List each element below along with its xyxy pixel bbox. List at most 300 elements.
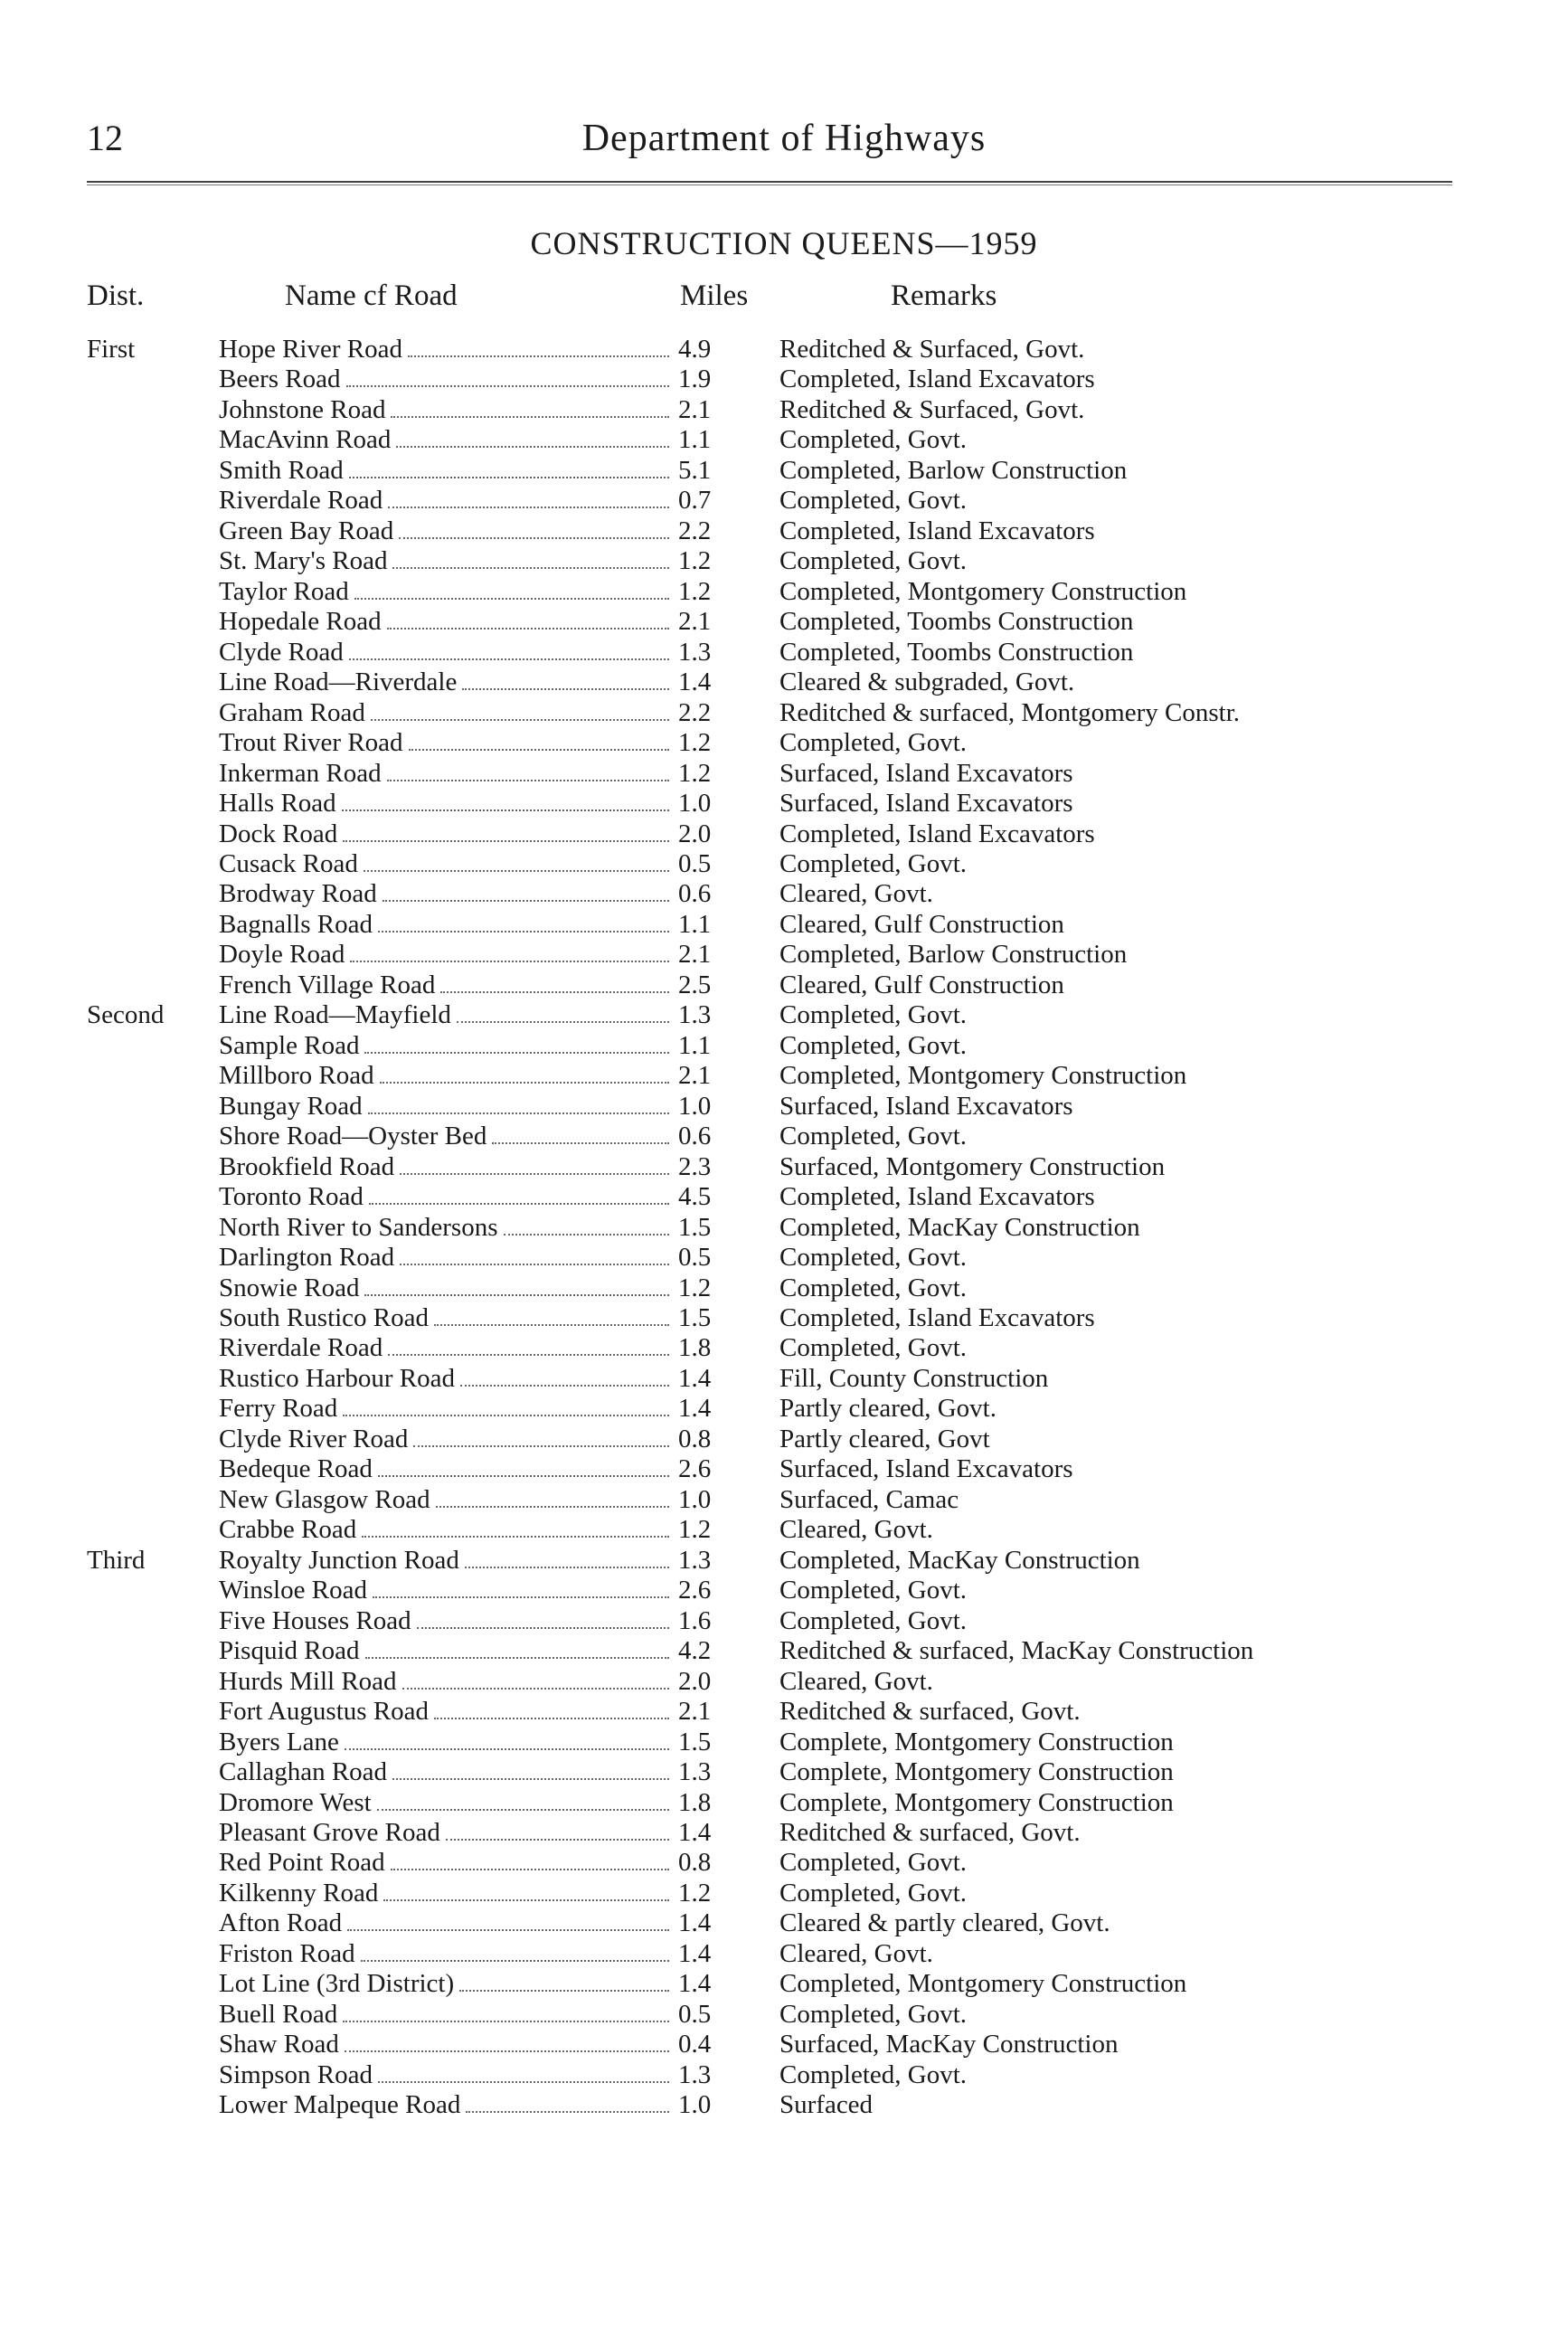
road-name-leader [219, 1243, 673, 1273]
dot-leader [446, 1839, 669, 1841]
remarks-cell: Partly cleared, Govt. [779, 1394, 997, 1424]
road-name-leader [219, 2000, 673, 2030]
dot-leader [378, 931, 669, 933]
column-header-name: Name cf Road [285, 279, 458, 312]
remarks-cell: Surfaced, Island Excavators [779, 1091, 1073, 1121]
miles-cell: 0.6 [678, 879, 712, 909]
road-name-leader [219, 425, 673, 455]
road-name-cell: South Rustico Road [219, 1303, 430, 1332]
miles-cell: 1.2 [678, 1515, 712, 1545]
road-name-leader [219, 456, 673, 486]
miles-cell: 1.4 [678, 1969, 712, 1999]
dot-leader [413, 1445, 669, 1447]
table-row [0, 667, 1568, 697]
remarks-cell: Completed, Govt. [779, 848, 968, 878]
table-row [0, 1636, 1568, 1666]
road-name-cell: Beers Road [219, 364, 341, 394]
road-name-leader [219, 607, 673, 637]
remarks-cell: Completed, Montgomery Construction [779, 1061, 1187, 1091]
dot-leader [409, 749, 669, 751]
miles-cell: 1.3 [678, 1545, 712, 1575]
remarks-cell: Completed, Govt. [779, 1122, 968, 1151]
table-row [0, 759, 1568, 789]
miles-cell: 1.4 [678, 1363, 712, 1393]
remarks-cell: Completed, Govt. [779, 1273, 968, 1302]
dot-leader [383, 1899, 669, 1901]
table-row [0, 1092, 1568, 1122]
road-name-leader [219, 395, 673, 425]
remarks-cell: Completed, Govt. [779, 1878, 968, 1908]
table-row [0, 2090, 1568, 2120]
road-name-leader [219, 1273, 673, 1303]
remarks-cell: Surfaced, Camac [779, 1484, 959, 1514]
remarks-cell: Completed, Govt. [779, 546, 968, 576]
road-name-cell: Callaghan Road [219, 1757, 388, 1787]
dot-leader [345, 1748, 669, 1750]
miles-cell: 0.5 [678, 1999, 712, 2029]
road-name-cell: Graham Road [219, 697, 365, 727]
road-name-leader [219, 1697, 673, 1727]
dot-leader [368, 1112, 669, 1114]
table-row [0, 607, 1568, 637]
remarks-cell: Completed, Island Excavators [779, 364, 1095, 394]
dot-leader [492, 1142, 669, 1144]
remarks-cell: Reditched & surfaced, Govt. [779, 1697, 1081, 1727]
dot-leader [400, 1173, 669, 1175]
dot-leader [388, 507, 669, 508]
miles-cell: 1.9 [678, 364, 712, 394]
road-name-cell: Sample Road [219, 1030, 360, 1060]
road-name-cell: Cusack Road [219, 848, 358, 878]
remarks-cell: Reditched & surfaced, Montgomery Constr. [779, 697, 1241, 727]
road-name-cell: Buell Road [219, 1999, 338, 2029]
road-name-leader [219, 1576, 673, 1605]
road-name-cell: North River to Sandersons [219, 1212, 498, 1242]
remarks-cell: Completed, Govt. [779, 425, 968, 455]
road-name-cell: Five Houses Road [219, 1605, 411, 1635]
table-row [0, 1667, 1568, 1697]
table-row [0, 1515, 1568, 1545]
table-row [0, 1908, 1568, 1938]
page-number: 12 [87, 118, 123, 158]
miles-cell: 2.1 [678, 1697, 712, 1727]
road-name-cell: Bagnalls Road [219, 909, 373, 939]
dot-leader [465, 1567, 669, 1568]
remarks-cell: Completed, Govt. [779, 2059, 968, 2089]
miles-cell: 1.0 [678, 1091, 712, 1121]
table-row [0, 1182, 1568, 1212]
road-name-leader [219, 2030, 673, 2059]
header-rule [87, 181, 1452, 185]
dot-leader [369, 1203, 669, 1205]
dot-leader [417, 1627, 669, 1629]
road-name-leader [219, 1213, 673, 1243]
road-name-leader [219, 1969, 673, 1999]
table-row [0, 1848, 1568, 1878]
remarks-cell: Complete, Montgomery Construction [779, 1727, 1174, 1756]
road-name-leader [219, 638, 673, 667]
road-name-leader [219, 1636, 673, 1666]
dot-leader [387, 780, 669, 781]
dot-leader [391, 416, 669, 418]
road-name-cell: Line Road—Riverdale [219, 667, 458, 697]
table-row [0, 1000, 1568, 1030]
road-name-leader [219, 1546, 673, 1576]
miles-cell: 0.4 [678, 2030, 712, 2059]
table-row [0, 879, 1568, 909]
road-name-leader [219, 577, 673, 607]
dot-leader [504, 1234, 670, 1236]
miles-cell: 2.0 [678, 1666, 712, 1696]
miles-cell: 1.4 [678, 1817, 712, 1847]
miles-cell: 1.8 [678, 1333, 712, 1363]
table-row [0, 698, 1568, 728]
table-row [0, 1122, 1568, 1151]
remarks-cell: Reditched & surfaced, Govt. [779, 1817, 1081, 1847]
table-row [0, 1454, 1568, 1484]
remarks-cell: Reditched & Surfaced, Govt. [779, 394, 1085, 424]
table-row [0, 456, 1568, 486]
table-row [0, 849, 1568, 879]
table-row [0, 1273, 1568, 1303]
road-name-cell: Toronto Road [219, 1182, 364, 1212]
miles-cell: 1.3 [678, 2059, 712, 2089]
miles-cell: 0.7 [678, 486, 712, 516]
dot-leader [392, 1778, 669, 1780]
road-name-leader [219, 1182, 673, 1212]
remarks-cell: Completed, Barlow Construction [779, 455, 1128, 485]
remarks-cell: Completed, Island Excavators [779, 516, 1095, 545]
dot-leader [408, 355, 669, 357]
remarks-cell: Surfaced, Island Excavators [779, 789, 1073, 819]
dot-leader [362, 1536, 669, 1538]
remarks-cell: Cleared, Govt. [779, 1666, 933, 1696]
dot-leader [343, 840, 669, 842]
road-name-cell: Bedeque Road [219, 1454, 373, 1484]
road-name-cell: Taylor Road [219, 576, 349, 606]
road-name-leader [219, 1788, 673, 1818]
miles-cell: 1.5 [678, 1727, 712, 1756]
construction-table [0, 335, 1568, 2121]
remarks-cell: Fill, County Construction [779, 1363, 1049, 1393]
table-row [0, 335, 1568, 364]
road-name-cell: Lower Malpeque Road [219, 2090, 461, 2120]
road-name-cell: Pisquid Road [219, 1636, 360, 1666]
table-row [0, 1818, 1568, 1848]
miles-cell: 2.5 [678, 970, 712, 999]
dot-leader [342, 809, 669, 811]
remarks-cell: Cleared & partly cleared, Govt. [779, 1908, 1110, 1938]
table-row [0, 486, 1568, 516]
table-row [0, 1576, 1568, 1605]
remarks-cell: Surfaced, Island Excavators [779, 1454, 1073, 1484]
miles-cell: 4.2 [678, 1636, 712, 1666]
table-row [0, 1728, 1568, 1757]
road-name-cell: Clyde Road [219, 637, 344, 667]
road-name-cell: Clyde River Road [219, 1424, 409, 1453]
miles-cell: 0.8 [678, 1424, 712, 1453]
remarks-cell: Completed, Govt. [779, 1333, 968, 1363]
table-row [0, 1394, 1568, 1424]
dot-leader [436, 1506, 669, 1508]
dot-leader [364, 870, 669, 872]
miles-cell: 1.2 [678, 1878, 712, 1908]
dot-leader [434, 1324, 669, 1326]
road-name-cell: Johnstone Road [219, 394, 386, 424]
remarks-cell: Surfaced, Island Excavators [779, 758, 1073, 788]
remarks-cell: Cleared, Gulf Construction [779, 970, 1064, 999]
road-name-leader [219, 1364, 673, 1394]
miles-cell: 2.1 [678, 940, 712, 970]
dot-leader [387, 628, 669, 630]
table-row [0, 2000, 1568, 2030]
miles-cell: 2.1 [678, 394, 712, 424]
dot-leader [440, 991, 669, 993]
remarks-cell: Cleared, Govt. [779, 879, 933, 909]
road-name-cell: Darlington Road [219, 1243, 395, 1273]
dot-leader [378, 2081, 669, 2083]
table-row [0, 425, 1568, 455]
road-name-cell: Bungay Road [219, 1091, 363, 1121]
remarks-cell: Surfaced, Montgomery Construction [779, 1151, 1166, 1181]
column-header-remarks: Remarks [891, 279, 997, 312]
road-name-cell: Lot Line (3rd District) [219, 1969, 455, 1999]
miles-cell: 1.8 [678, 1787, 712, 1817]
road-name-cell: Shore Road—Oyster Bed [219, 1122, 487, 1151]
road-name-cell: St. Mary's Road [219, 546, 388, 576]
dot-leader [457, 1021, 669, 1023]
road-name-cell: Ferry Road [219, 1394, 338, 1424]
remarks-cell: Complete, Montgomery Construction [779, 1787, 1174, 1817]
miles-cell: 2.2 [678, 697, 712, 727]
road-name-cell: Brookfield Road [219, 1151, 395, 1181]
dot-leader [364, 1052, 669, 1054]
table-row [0, 1788, 1568, 1818]
road-name-cell: MacAvinn Road [219, 425, 392, 455]
road-name-cell: Doyle Road [219, 940, 345, 970]
dot-leader [396, 446, 669, 448]
table-row [0, 1152, 1568, 1182]
road-name-leader [219, 1031, 673, 1061]
dot-leader [343, 1415, 669, 1416]
table-row [0, 1425, 1568, 1454]
remarks-cell: Completed, Govt. [779, 1848, 968, 1878]
miles-cell: 1.3 [678, 1757, 712, 1787]
dot-leader [399, 537, 669, 539]
remarks-cell: Completed, Govt. [779, 1999, 968, 2029]
road-name-leader [219, 1454, 673, 1484]
table-row [0, 1757, 1568, 1787]
table-row [0, 546, 1568, 576]
road-name-cell: Byers Lane [219, 1727, 339, 1756]
miles-cell: 5.1 [678, 455, 712, 485]
road-name-leader [219, 879, 673, 909]
dot-leader [364, 1294, 669, 1296]
table-row [0, 1031, 1568, 1061]
miles-cell: 1.2 [678, 546, 712, 576]
road-name-leader [219, 1333, 673, 1363]
table-row [0, 2030, 1568, 2059]
road-name-leader [219, 516, 673, 546]
table-row [0, 1364, 1568, 1394]
dot-leader [349, 477, 669, 478]
miles-cell: 0.5 [678, 1243, 712, 1273]
road-name-leader [219, 940, 673, 970]
remarks-cell: Completed, Toombs Construction [779, 607, 1134, 637]
miles-cell: 1.1 [678, 425, 712, 455]
road-name-leader [219, 1515, 673, 1545]
remarks-cell: Reditched & surfaced, MacKay Construction [779, 1636, 1254, 1666]
table-row [0, 1061, 1568, 1091]
dot-leader [346, 385, 670, 387]
dot-leader [383, 900, 669, 902]
miles-cell: 1.2 [678, 758, 712, 788]
road-name-cell: Friston Road [219, 1938, 355, 1968]
dot-leader [400, 1264, 669, 1265]
table-row [0, 819, 1568, 849]
miles-cell: 2.6 [678, 1454, 712, 1484]
table-row [0, 395, 1568, 425]
road-name-cell: Afton Road [219, 1908, 343, 1938]
remarks-cell: Completed, Govt. [779, 1605, 968, 1635]
table-row [0, 1969, 1568, 1999]
road-name-cell: Line Road—Mayfield [219, 1000, 451, 1030]
district-cell: First [87, 335, 136, 364]
remarks-cell: Completed, Island Excavators [779, 1303, 1095, 1332]
table-title: CONSTRUCTION QUEENS—1959 [530, 225, 1038, 261]
dot-leader [347, 1929, 669, 1931]
road-name-leader [219, 1908, 673, 1938]
remarks-cell: Cleared, Gulf Construction [779, 909, 1064, 939]
dot-leader [343, 2021, 669, 2022]
table-row [0, 364, 1568, 394]
miles-cell: 2.0 [678, 819, 712, 848]
road-name-leader [219, 819, 673, 849]
road-name-leader [219, 789, 673, 819]
table-row [0, 1303, 1568, 1333]
miles-cell: 1.2 [678, 576, 712, 606]
road-name-leader [219, 546, 673, 576]
dot-leader [388, 1354, 669, 1356]
table-row [0, 1697, 1568, 1727]
road-name-leader [219, 698, 673, 728]
dot-leader [345, 2050, 669, 2052]
remarks-cell: Completed, Island Excavators [779, 1182, 1095, 1212]
road-name-cell: Riverdale Road [219, 486, 383, 516]
dot-leader [434, 1718, 669, 1719]
road-name-leader [219, 1939, 673, 1969]
table-row [0, 2060, 1568, 2090]
table-row [0, 1243, 1568, 1273]
road-name-cell: Hope River Road [219, 335, 402, 364]
table-row [0, 1485, 1568, 1515]
miles-cell: 2.1 [678, 1061, 712, 1091]
table-row [0, 789, 1568, 819]
remarks-cell: Complete, Montgomery Construction [779, 1757, 1174, 1787]
road-name-leader [219, 1728, 673, 1757]
dot-leader [402, 1688, 669, 1690]
miles-cell: 1.0 [678, 789, 712, 819]
road-name-leader [219, 1606, 673, 1636]
miles-cell: 1.6 [678, 1605, 712, 1635]
road-name-leader [219, 486, 673, 516]
table-row [0, 1606, 1568, 1636]
dot-leader [373, 1596, 669, 1598]
road-name-cell: Shaw Road [219, 2030, 339, 2059]
road-name-leader [219, 849, 673, 879]
road-name-cell: Simpson Road [219, 2059, 373, 2089]
table-row [0, 638, 1568, 667]
miles-cell: 1.4 [678, 1908, 712, 1938]
road-name-leader [219, 1122, 673, 1151]
road-name-cell: Hurds Mill Road [219, 1666, 397, 1696]
miles-cell: 1.4 [678, 1938, 712, 1968]
road-name-leader [219, 728, 673, 758]
remarks-cell: Completed, Montgomery Construction [779, 576, 1187, 606]
remarks-cell: Completed, MacKay Construction [779, 1545, 1140, 1575]
miles-cell: 0.6 [678, 1122, 712, 1151]
table-row [0, 577, 1568, 607]
miles-cell: 1.5 [678, 1303, 712, 1332]
miles-cell: 1.2 [678, 1273, 712, 1302]
road-name-cell: Trout River Road [219, 728, 403, 758]
dot-leader [377, 1809, 669, 1811]
miles-cell: 1.5 [678, 1212, 712, 1242]
miles-cell: 4.9 [678, 335, 712, 364]
road-name-leader [219, 364, 673, 394]
miles-cell: 2.1 [678, 607, 712, 637]
miles-cell: 1.0 [678, 2090, 712, 2120]
remarks-cell: Completed, Govt. [779, 1000, 968, 1030]
miles-cell: 2.6 [678, 1576, 712, 1605]
road-name-leader [219, 1485, 673, 1515]
road-name-leader [219, 2090, 673, 2120]
table-row [0, 1213, 1568, 1243]
road-name-cell: Red Point Road [219, 1848, 385, 1878]
road-name-cell: Royalty Junction Road [219, 1545, 459, 1575]
road-name-cell: New Glasgow Road [219, 1484, 430, 1514]
road-name-leader [219, 1394, 673, 1424]
road-name-leader [219, 1667, 673, 1697]
road-name-cell: Brodway Road [219, 879, 377, 909]
dot-leader [380, 1082, 669, 1084]
road-name-leader [219, 759, 673, 789]
road-name-cell: Green Bay Road [219, 516, 394, 545]
miles-cell: 2.3 [678, 1151, 712, 1181]
dot-leader [460, 1385, 669, 1387]
road-name-cell: Rustico Harbour Road [219, 1363, 455, 1393]
remarks-cell: Completed, Barlow Construction [779, 940, 1128, 970]
remarks-cell: Completed, Island Excavators [779, 819, 1095, 848]
road-name-cell: Dromore West [219, 1787, 372, 1817]
miles-cell: 1.1 [678, 909, 712, 939]
table-row [0, 1879, 1568, 1908]
table-row [0, 728, 1568, 758]
miles-cell: 1.3 [678, 1000, 712, 1030]
road-name-leader [219, 1152, 673, 1182]
road-name-leader [219, 970, 673, 1000]
remarks-cell: Completed, Montgomery Construction [779, 1969, 1187, 1999]
dot-leader [365, 1657, 670, 1659]
remarks-cell: Reditched & Surfaced, Govt. [779, 335, 1085, 364]
road-name-leader [219, 667, 673, 697]
road-name-leader [219, 1092, 673, 1122]
road-name-cell: Hopedale Road [219, 607, 382, 637]
remarks-cell: Completed, Govt. [779, 486, 968, 516]
dot-leader [391, 1869, 669, 1870]
road-name-cell: Crabbe Road [219, 1515, 357, 1545]
remarks-cell: Completed, Govt. [779, 1030, 968, 1060]
